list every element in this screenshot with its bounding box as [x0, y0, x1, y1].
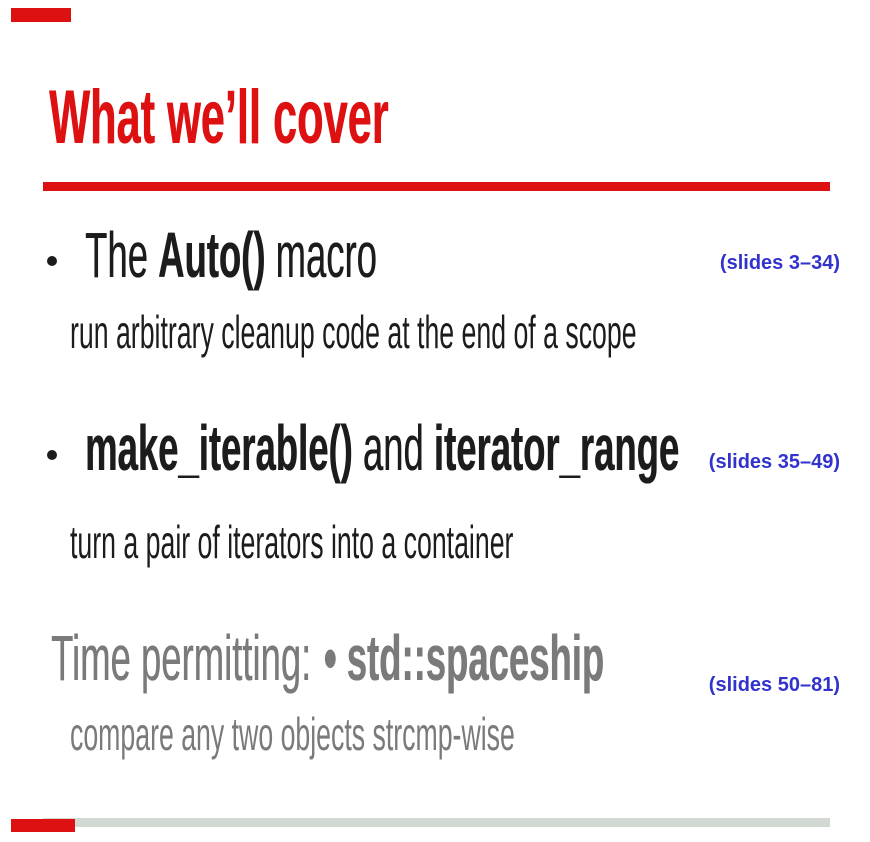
slide-range-link-auto[interactable]: (slides 3–34)	[719, 252, 840, 274]
heading-text-tail: macro	[265, 219, 377, 291]
heading-code: iterator_range	[433, 412, 680, 484]
slide-range-link-make-iterable[interactable]: (slides 35–49)	[708, 451, 840, 473]
red-corner-mark-bottom	[11, 819, 75, 832]
bullet-heading-auto-macro	[85, 219, 377, 291]
bullet-heading-make-iterable	[85, 412, 680, 484]
bottom-rule	[43, 818, 830, 827]
bullet-subtext-spaceship: compare any two objects strcmp-wise	[70, 708, 515, 760]
bullet-subtext-make-iterable: turn a pair of iterators into a container	[70, 516, 514, 568]
heading-text-lead: The	[85, 219, 158, 291]
heading-text-mid: and	[352, 412, 434, 484]
heading-text-lead: Time permitting:	[51, 622, 312, 694]
heading-code: make_iterable()	[85, 412, 353, 484]
heading-code: Auto()	[157, 219, 266, 291]
bullet-heading-spaceship	[51, 622, 605, 694]
bullet-subtext-auto: run arbitrary cleanup code at the end of a scope	[70, 306, 637, 358]
slide-range-link-spaceship[interactable]: (slides 50–81)	[708, 674, 840, 696]
slide-title: What we’ll cover	[49, 75, 389, 160]
red-corner-mark-top	[11, 8, 71, 22]
bullet-icon	[47, 256, 57, 266]
title-underline	[43, 182, 830, 191]
heading-code: • std::spaceship	[323, 622, 605, 694]
bullet-icon	[47, 450, 57, 460]
